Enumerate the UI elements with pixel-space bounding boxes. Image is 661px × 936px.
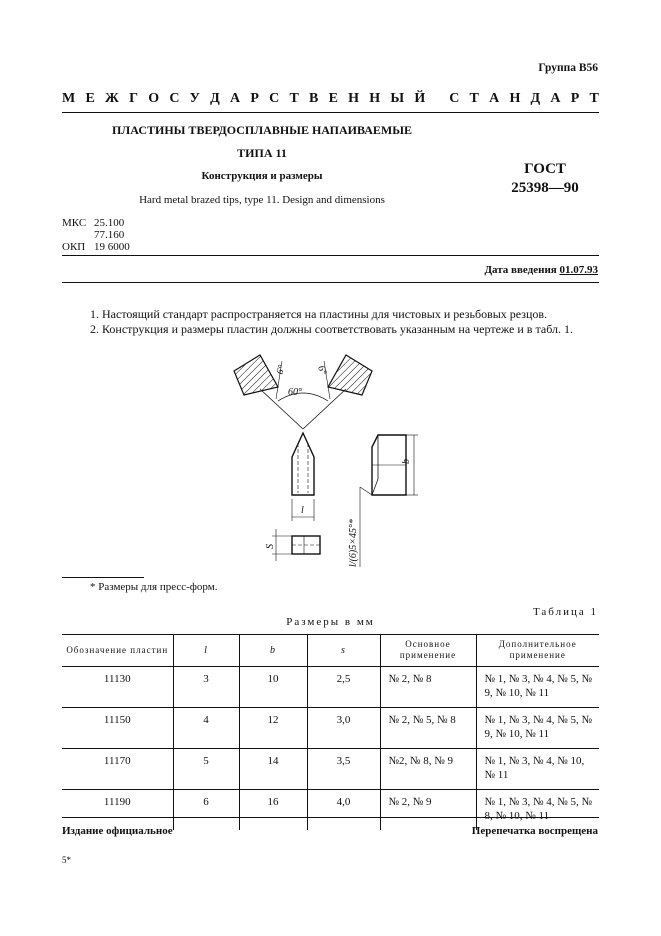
left-holder-section [234, 355, 278, 395]
heading-letter: Ж [105, 91, 119, 106]
header-rule [62, 112, 599, 113]
cell-extra: № 1, № 3, № 4, № 10, № 11 [476, 749, 599, 790]
group-code: Группа В56 [538, 62, 598, 74]
header-b: b [239, 634, 307, 667]
codes-rule [62, 255, 599, 256]
dimension-s-label: S [265, 544, 276, 549]
table-header-row [62, 634, 599, 667]
introduction-date-value: 01.07.93 [559, 264, 598, 276]
angle-60-label: 60° [288, 387, 302, 398]
heading-letter: Е [328, 91, 338, 106]
angle-line-right [303, 389, 346, 429]
heading-letter: Ы [390, 91, 405, 106]
standard-title-line2: ТИПА 11 [237, 146, 287, 160]
official-edition: Издание официальное [62, 825, 173, 837]
paragraph-1: 1. Настоящий стандарт распространяется на пластины для чистовых и резьбовых резцов. [90, 307, 548, 321]
plate-front-view [292, 433, 314, 495]
cell-extra: № 1, № 3, № 4, № 5, № 8, № 10, № 11 [476, 790, 599, 831]
cell-main: №2, № 8, № 9 [380, 749, 476, 790]
heading-letter: С [269, 91, 280, 106]
heading-letter: О [148, 91, 160, 106]
heading-letter: Н [348, 91, 360, 106]
intro-rule [62, 282, 599, 283]
heading-letter: У [189, 91, 200, 106]
heading-letter: М [62, 91, 76, 106]
cell-designation: 11150 [103, 714, 131, 726]
standard-title-line1: ПЛАСТИНЫ ТВЕРДОСПЛАВНЫЕ НАПАИВАЕМЫЕ [111, 123, 413, 137]
cell-s: 3,0 [307, 708, 380, 749]
heading-space [435, 91, 439, 107]
classification-codes [62, 217, 130, 253]
heading-letter: Д [210, 91, 220, 106]
footer-rule [62, 817, 599, 818]
cell-main: № 2, № 9 [380, 790, 476, 831]
interstate-standard-heading [62, 91, 599, 107]
heading-letter: С [169, 91, 180, 106]
table-row [62, 749, 599, 790]
standard-subtitle: Конструкция и размеры [201, 170, 323, 182]
heading-letter: Т [289, 91, 299, 106]
cell-l: 5 [173, 749, 239, 790]
standard-title-english: Hard metal brazed tips, type 11. Design and dimensions [139, 194, 385, 206]
cell-designation: 11190 [103, 796, 131, 808]
technical-drawing [220, 347, 420, 572]
header-designation: Обозначение пластин [62, 634, 173, 667]
introduction-date-label: Дата введения [484, 264, 557, 276]
chamfer-label: l/(6)5×45°* [348, 519, 359, 567]
heading-letter: С [449, 91, 460, 106]
heading-letter: Е [85, 91, 95, 106]
gost-label: ГОСТ [524, 161, 566, 177]
cell-main: № 2, № 8 [380, 667, 476, 708]
paragraph-2: 2. Конструкция и размеры пластин должны соответствовать указанным на чертеже и в табл. 1. [90, 322, 573, 336]
cell-b: 16 [239, 790, 307, 831]
right-holder-section [328, 355, 372, 395]
cell-l: 4 [173, 708, 239, 749]
heading-letter: Р [250, 91, 259, 106]
page-mark: 5* [62, 855, 71, 865]
heading-letter: Н [369, 91, 381, 106]
table-row [62, 708, 599, 749]
header-s: s [307, 634, 380, 667]
heading-letter: Д [530, 91, 541, 106]
dimension-l-label: l [301, 505, 304, 516]
heading-letter: Т [469, 91, 479, 106]
heading-letter: Р [570, 91, 580, 106]
heading-letter: А [550, 91, 561, 106]
cell-main: № 2, № 5, № 8 [380, 708, 476, 749]
cell-s: 3,5 [307, 749, 380, 790]
heading-letter: Г [129, 91, 138, 106]
cell-extra: № 1, № 3, № 4, № 5, № 9, № 10, № 11 [476, 708, 599, 749]
gost-number: 25398—90 [511, 180, 579, 196]
cell-l: 6 [173, 790, 239, 831]
table-number: Таблица 1 [532, 606, 598, 618]
footnote-rule [62, 577, 144, 578]
cell-s: 2,5 [307, 667, 380, 708]
heading-letter: А [230, 91, 241, 106]
heading-letter: Н [509, 91, 521, 106]
code-row: 77.160 [94, 229, 125, 241]
introduction-date [484, 264, 598, 276]
cell-extra: № 1, № 3, № 4, № 5, № 9, № 10, № 11 [476, 667, 599, 708]
angle-arc [278, 393, 328, 401]
header-l: l [173, 634, 239, 667]
table-row [62, 790, 599, 831]
angle-6-right-label: 6° [315, 364, 329, 377]
code-row: МКС 25.100 [62, 217, 125, 229]
heading-letter: Т [589, 91, 599, 106]
heading-letter: В [309, 91, 319, 106]
gost-designation [490, 160, 600, 198]
code-row: ОКП 19 6000 [62, 241, 130, 253]
heading-letter: А [489, 91, 500, 106]
cell-b: 12 [239, 708, 307, 749]
angle-6-left-label: 6° [274, 363, 288, 377]
cell-l: 3 [173, 667, 239, 708]
cell-designation: 11170 [103, 755, 131, 767]
cell-designation: 11130 [103, 673, 131, 685]
header-main-application: Основное применение [380, 634, 476, 667]
reprint-notice: Перепечатка воспрещена [471, 825, 598, 837]
table-units: Размеры в мм [286, 616, 375, 628]
heading-letter: Й [414, 91, 426, 106]
table-row [62, 667, 599, 708]
cell-b: 10 [239, 667, 307, 708]
dimension-b-label: b [401, 459, 412, 464]
footnote: * Размеры для пресс-форм. [90, 581, 218, 593]
cell-b: 14 [239, 749, 307, 790]
dimensions-table [62, 634, 599, 830]
cell-s: 4,0 [307, 790, 380, 831]
header-extra-application: Дополнительное применение [476, 634, 599, 667]
